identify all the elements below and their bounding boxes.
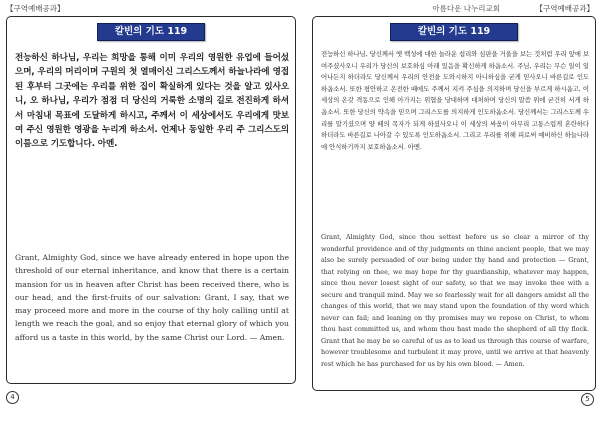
english-prayer-text: Grant, Almighty God, since we have already entered in hope upon the threshold of our eternal inheritance, and know that there is a certain mansion for us in heaven after Christ has been received there, who is our head, and the first-fruits of our salvation: Grant, I say, that we may proceed more and more in the course of thy holy calling until at length we reach the goal, and so enjoy that eternal glory of which you afford us a taste in this world, by the same Christ our Lord. — Amen. bbox=[15, 253, 289, 342]
english-prayer-text: Grant, Almighty God, since thou settest before us so clear a mirror of thy wonderful providence and of thy judgments on thine ancient people, that we may also be surely persuaded of our being under thy hand and protection — Grant, that relying on thee, we may hope for thy guardianship, whatever may happen, since thou never losest sight of our safety, so that we may invoke thee with a secure and tranquil mind. May we so fearlessly wait for all dangers amidst all the changes of this world, that we may stand upon the foundation of thy word which never can fail; and leaning on thy promises may we repose on Christ, to whom thou hast committed us, and whom thou hast made the shepherd of all thy flock. Grant that he may be so careful of us as to lead us through this course of warfare, however troublesome and turbulent it may prove, until we arrive at that heavenly rest which he has purchased for us by his own blood. — Amen. bbox=[321, 233, 589, 368]
korean-prayer-text: 전능하신 하나님, 우리는 희망을 통해 이미 우리의 영원한 유업에 들어섰으며, 우리의 머리이며 구원의 첫 열매이신 그리스도께서 하늘나라에 영접된 후부터 그곳에는 우리를 위한 집이 확실하게 있다는 것을 알고 있사오니, 오 하나님, 우리가 점점 더 당신의 거룩한 소명의 길로 전진하게 하셔서 마침내 목표에 도달하게 하시고, 주께서 이 세상에서도 우리에게 맛보여 주신 영원한 영광을 누리게 하소서. 언제나 동일한 우리 주 그리스도의 이름으로 기도합니다. 아멘. bbox=[15, 53, 289, 150]
prayer-frame bbox=[312, 16, 596, 391]
prayer-title: 칼빈의 기도 119 bbox=[390, 23, 518, 41]
header-tag: 【구역예배공과】 bbox=[6, 4, 65, 13]
right-page bbox=[302, 0, 600, 424]
prayer-frame bbox=[6, 16, 296, 384]
page-number: 5 bbox=[581, 393, 594, 406]
church-name-header: 아름다운 나누리교회 bbox=[432, 4, 500, 13]
korean-prayer-text: 전능하신 하나님, 당신께서 옛 백성에 대한 놀라운 섭리와 심판을 거울을 보는 것처럼 우리 앞에 보여주셨사오니 우리가 당신의 보호하심 아래 있음을 확신하게 하옵소서. 주님, 우리는 무슨 일이 일어나든지 하더라도 당신께서 우리의 안전을 도와시하지 아니하심을 굳게 믿사오니 바른길로 인도하옵소서. 또한 평안하고 온전한 때에도 주께서 지켜 주심을 의지하며 당신을 부르게 하시옵고, 이 세상의 온갖 격동으로 인해 아가지는 위협을 당대하며 대처하며 당신의 말씀 위에 굳건히 서게 하옵소서. 또한 당신의 약속을 믿으며 그리스도를 의지하게 인도하옵소서. 당신께서는 그리스도께 우리를 말기셨으며 양 떼의 목자가 되게 하셨사오니 이 세상의 싸움이 아무리 고통스럽게 혼란하다 하더라도 바른길로 나아갈 수 있도록 인도하옵소서. 그리고 우리를 위해 피로써 예비하신 하늘나라에 안식하기까지 보호하옵소서. 아멘. bbox=[321, 50, 589, 151]
header-tag: 【구역예배공과】 bbox=[535, 4, 594, 13]
page-number: 4 bbox=[6, 391, 19, 404]
prayer-title: 칼빈의 기도 119 bbox=[97, 23, 205, 41]
